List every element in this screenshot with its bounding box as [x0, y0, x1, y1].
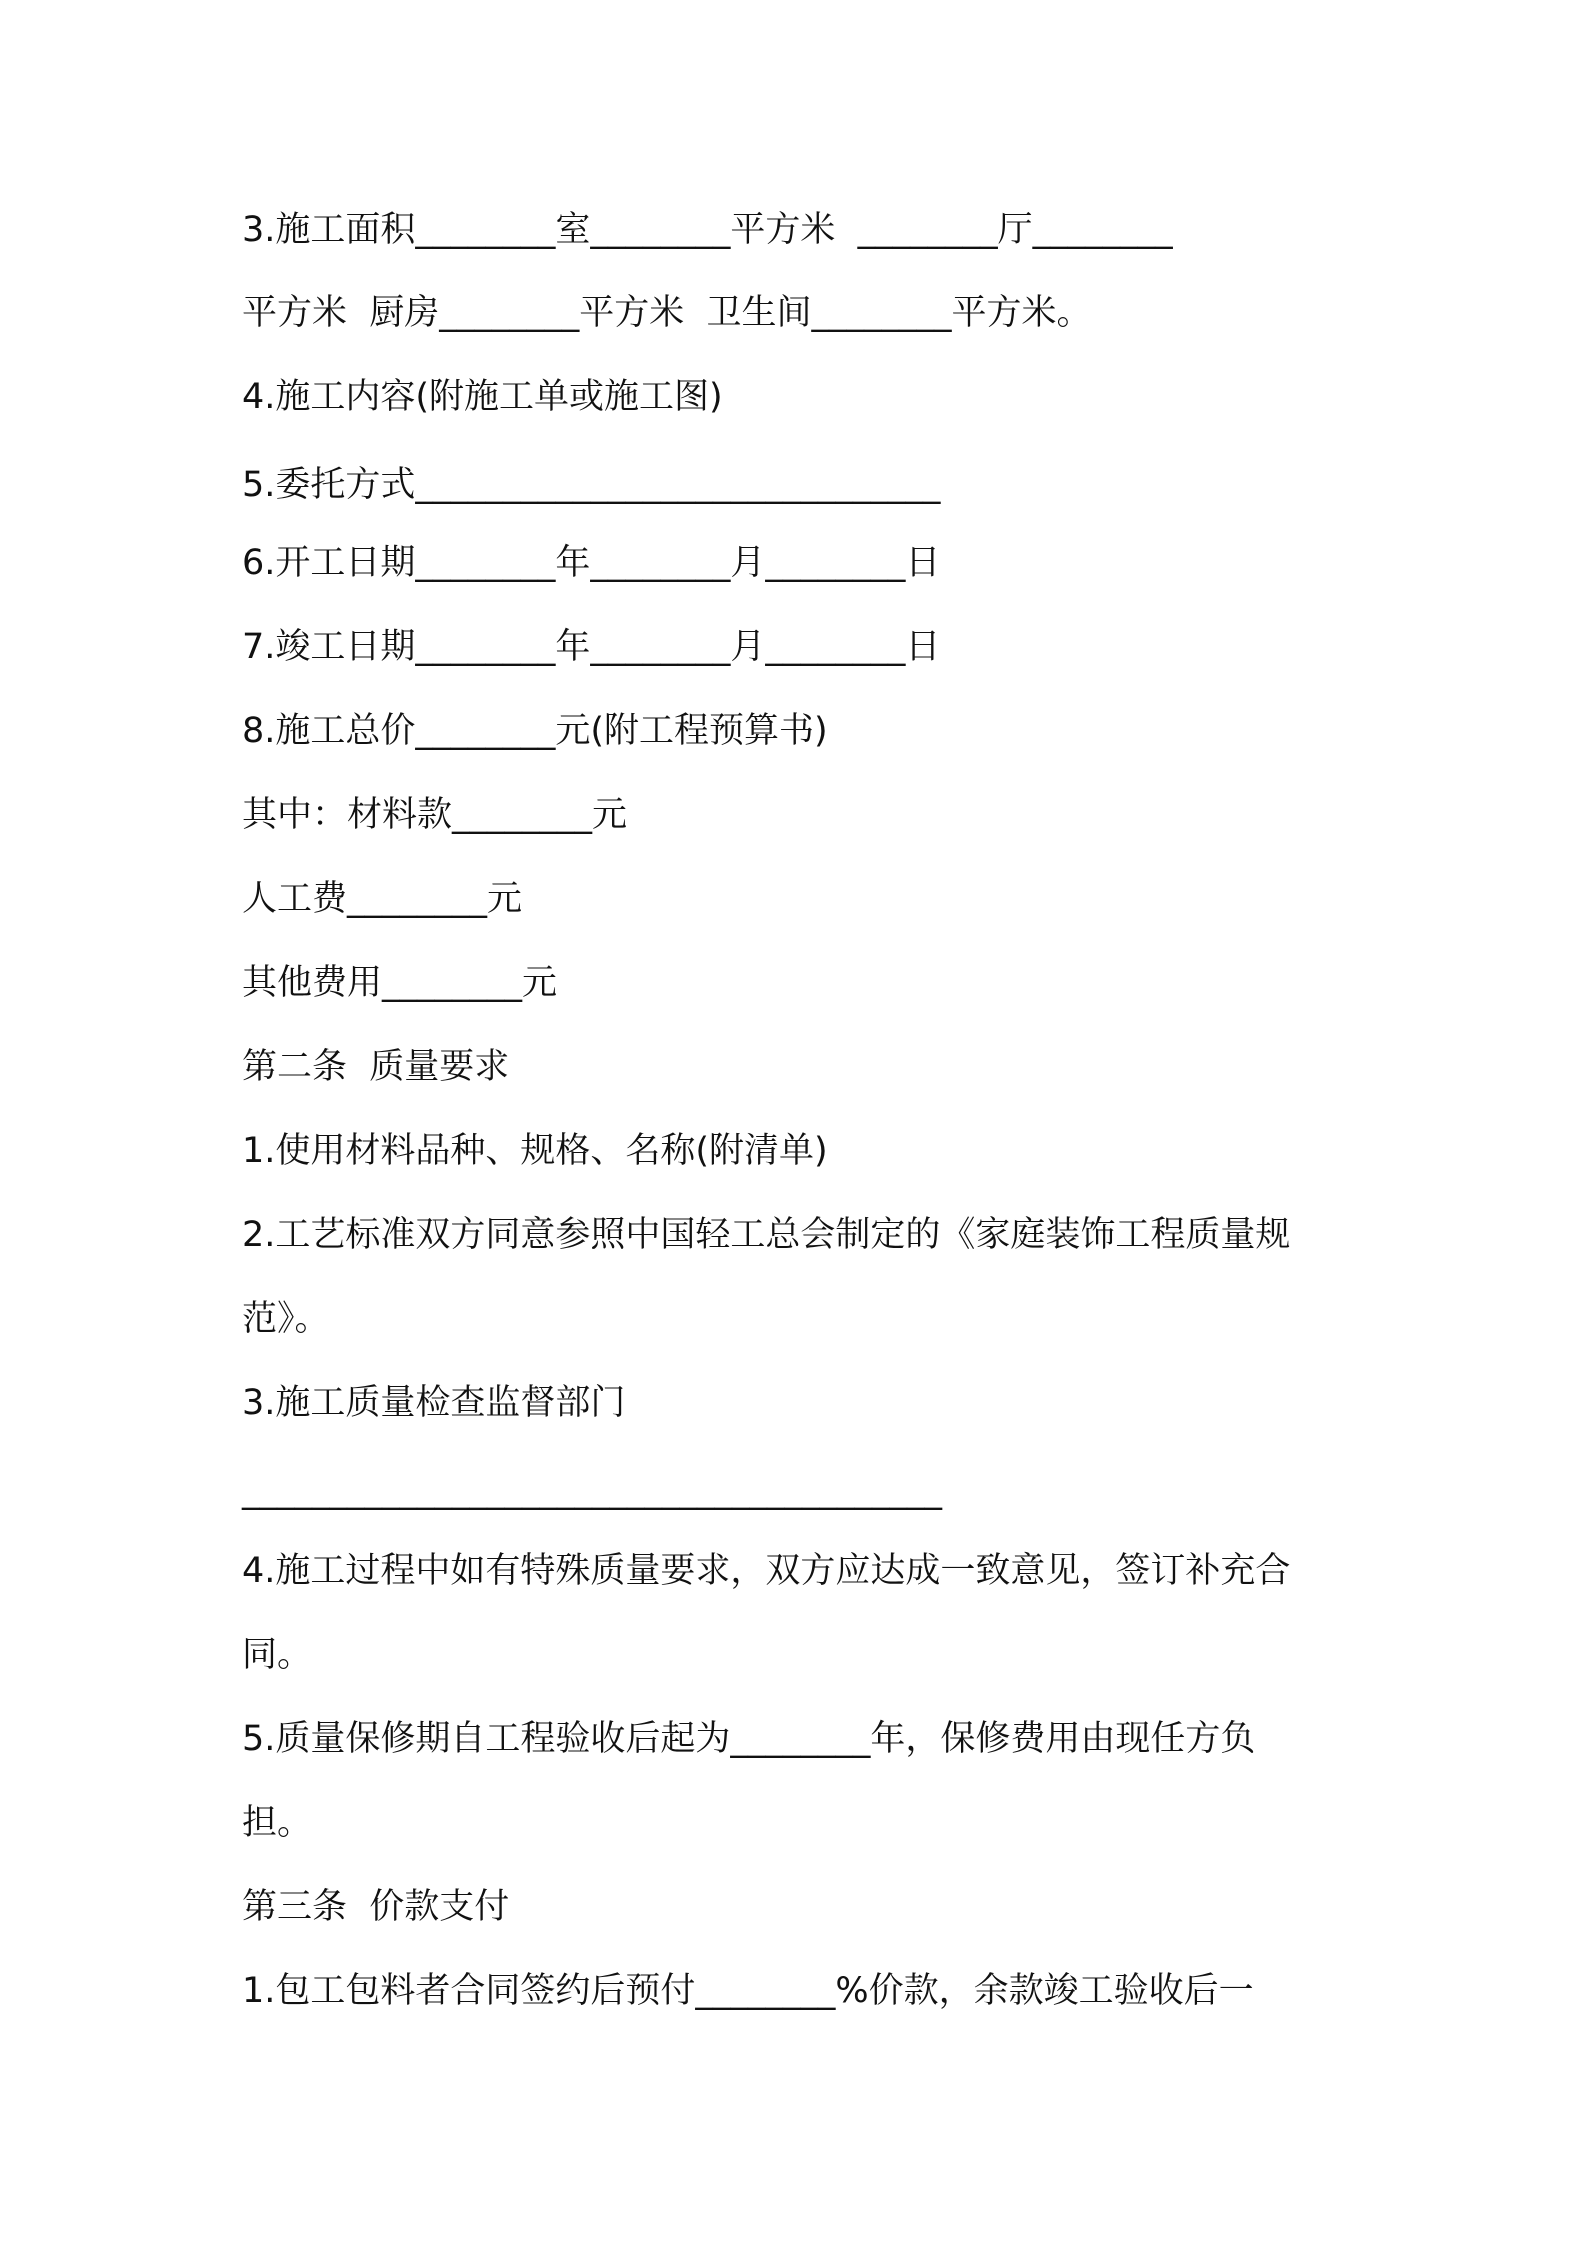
clause-process-standard: 2.工艺标准双方同意参照中国轻工总会制定的《家庭装饰工程质量规: [242, 1215, 1291, 1255]
clause-start-date: 6.开工日期________年________月________日: [242, 543, 941, 583]
clause-construction-content: 4.施工内容(附施工单或施工图): [242, 377, 723, 417]
clause-construction-area-line-2: 平方米 厨房________平方米 卫生间________平方米。: [242, 293, 1092, 333]
clause-special-quality-cont: 同。: [242, 1635, 313, 1675]
clause-construction-area-line: 3.施工面积________室________平方米 ________厅________: [242, 210, 1173, 250]
clause-warranty-period-cont: 担。: [242, 1803, 313, 1843]
article-3-heading: 第三条 价款支付: [242, 1887, 510, 1927]
clause-warranty-period: 5.质量保修期自工程验收后起为________年，保修费用由现任方负: [242, 1719, 1256, 1759]
clause-process-standard-cont: 范》。: [242, 1299, 330, 1339]
article-2-heading: 第二条 质量要求: [242, 1047, 510, 1087]
clause-materials-spec: 1.使用材料品种、规格、名称(附清单): [242, 1131, 828, 1171]
clause-quality-supervision: 3.施工质量检查监督部门: [242, 1383, 626, 1423]
clause-labor-cost: 人工费________元: [242, 879, 523, 919]
clause-other-cost: 其他费用________元: [242, 963, 558, 1003]
clause-prepayment: 1.包工包料者合同签约后预付________%价款，余款竣工验收后一: [242, 1971, 1254, 2011]
clause-special-quality: 4.施工过程中如有特殊质量要求，双方应达成一致意见，签订补充合: [242, 1551, 1291, 1591]
clause-completion-date: 7.竣工日期________年________月________日: [242, 627, 941, 667]
clause-material-cost: 其中：材料款________元: [242, 795, 628, 835]
clause-quality-supervision-blank: ________________________________________: [242, 1471, 942, 1511]
clause-total-price: 8.施工总价________元(附工程预算书): [242, 711, 828, 751]
clause-entrust-method: 5.委托方式______________________________: [242, 465, 941, 505]
